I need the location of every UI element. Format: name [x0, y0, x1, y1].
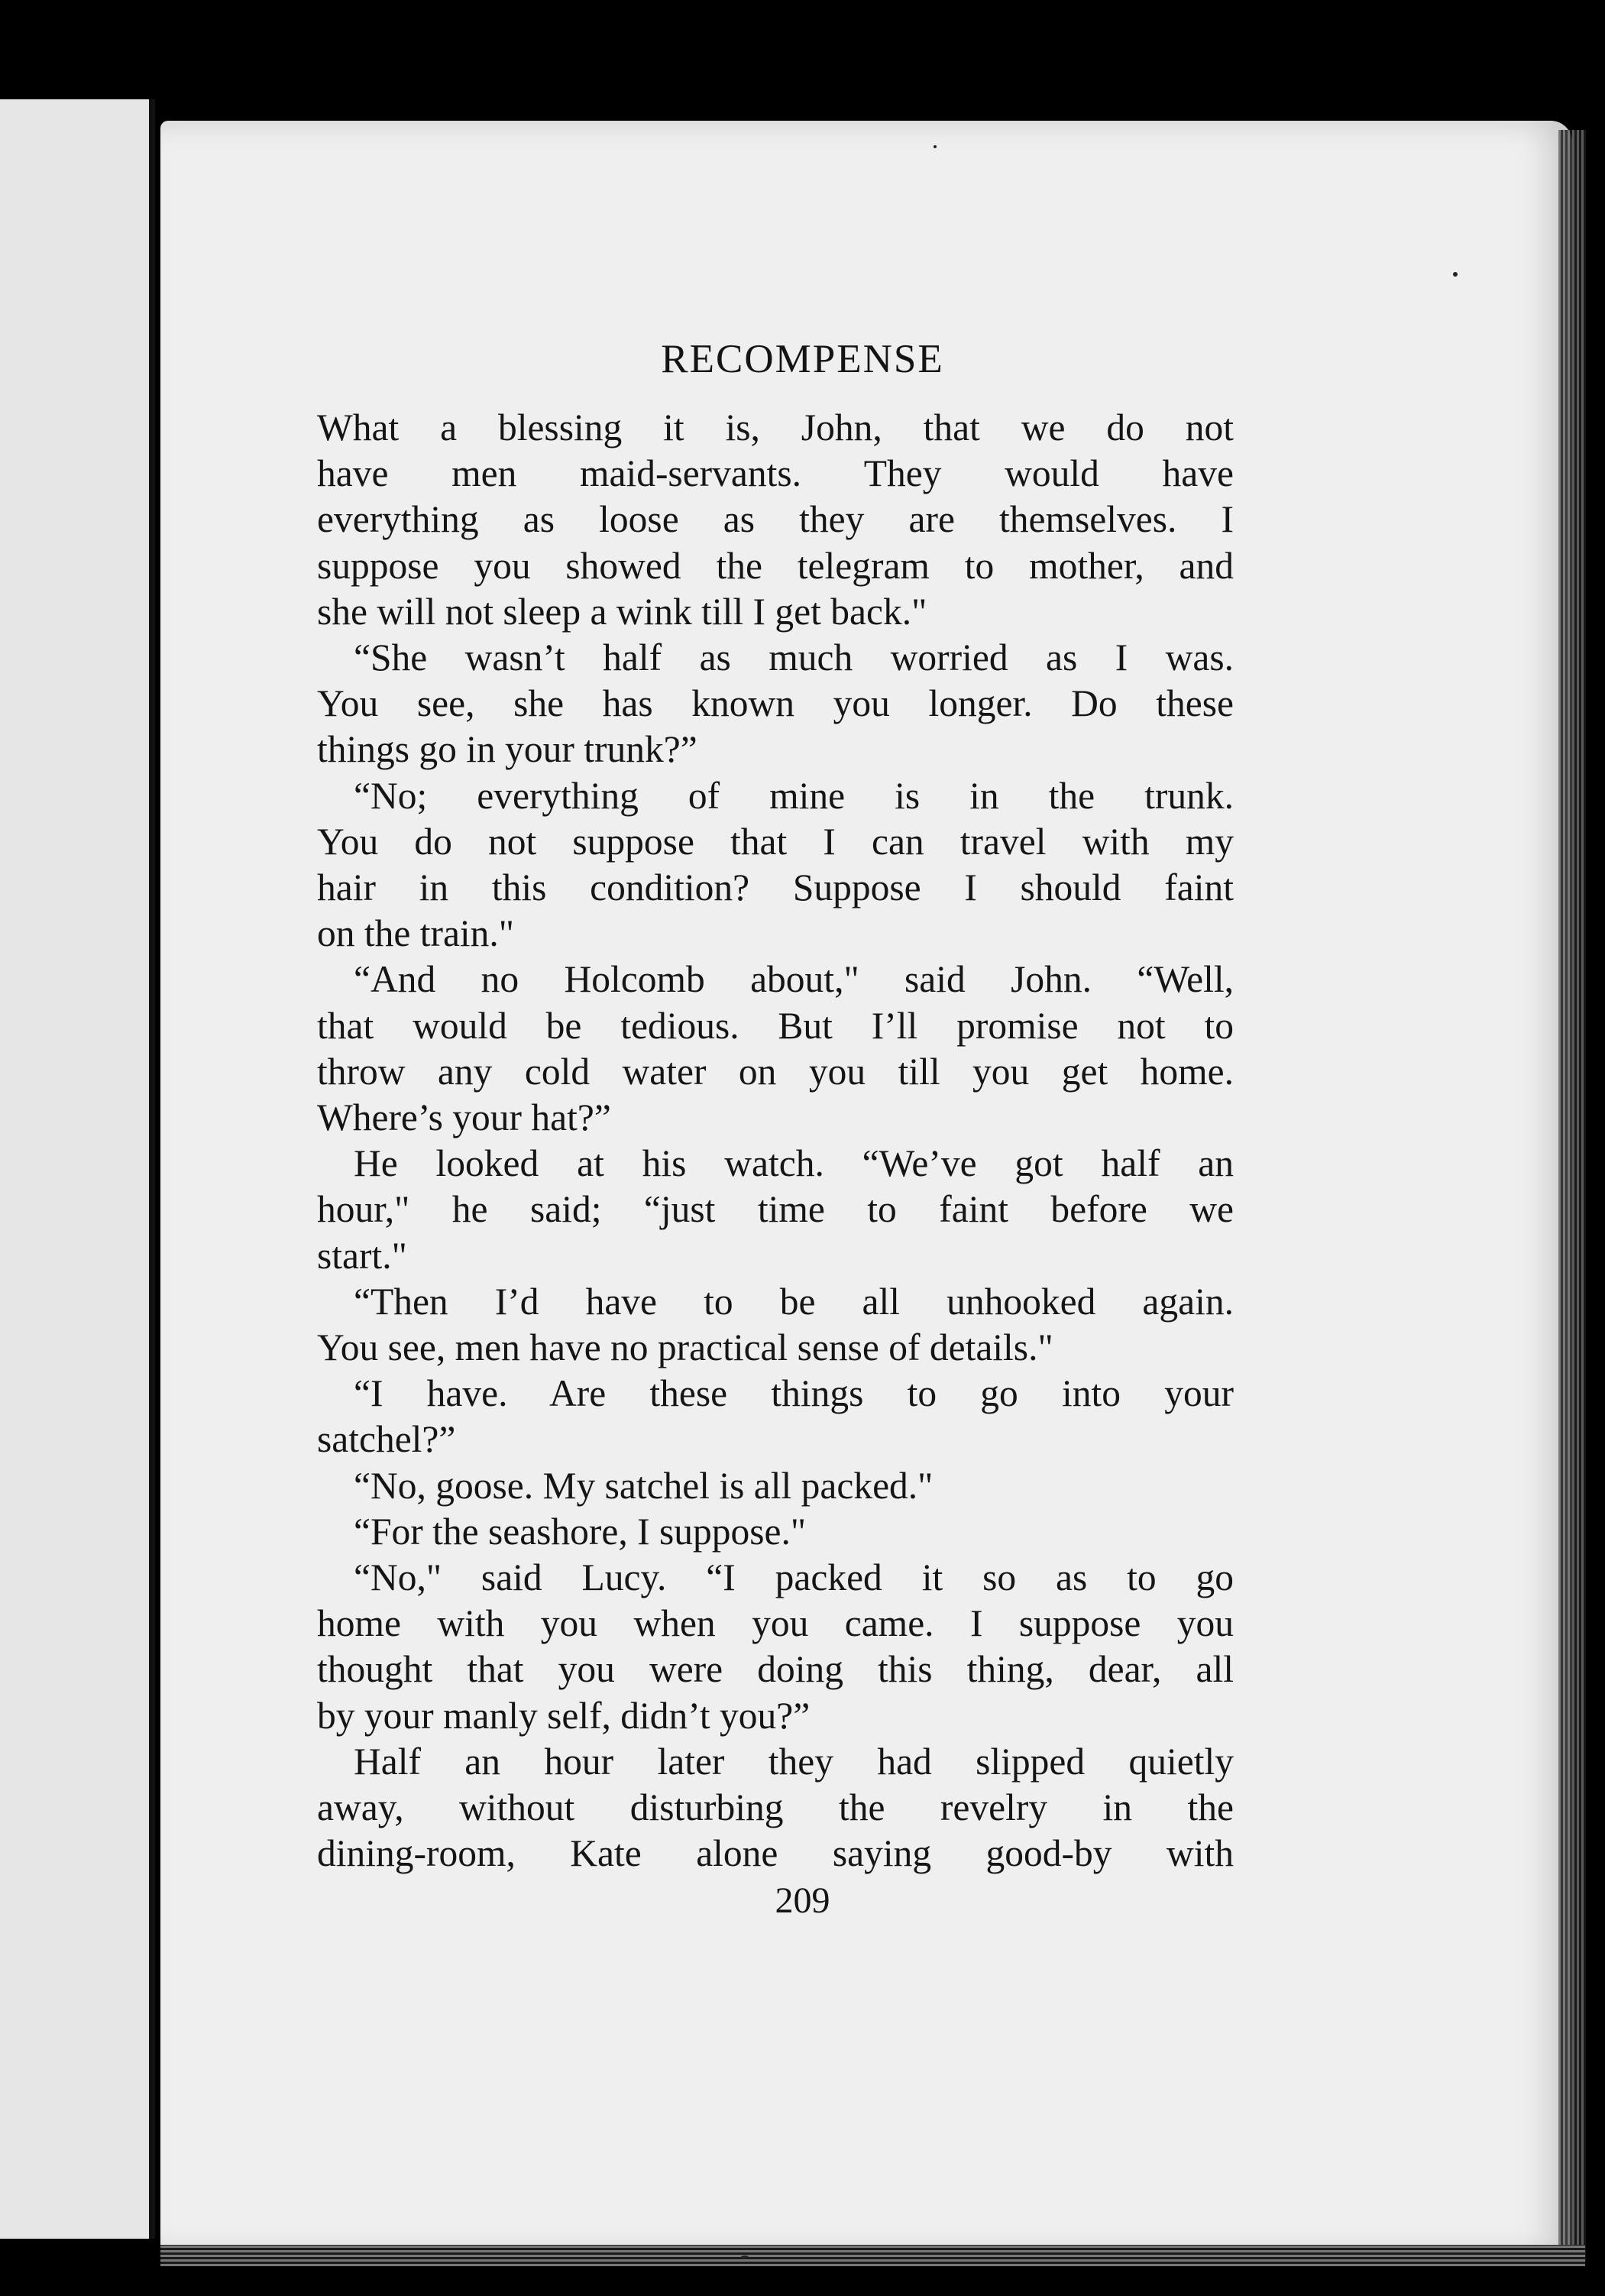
- text-line: have men maid-servants. They would have: [317, 452, 1234, 495]
- text-line: He looked at his watch. “We’ve got half an: [354, 1142, 1234, 1185]
- text-line: suppose you showed the telegram to mother, and: [317, 544, 1234, 587]
- body-text: [317, 405, 1234, 1877]
- paper-speck: [934, 145, 937, 148]
- text-line: by your manly self, didn’t you?”: [317, 1694, 811, 1737]
- text-line: Where’s your hat?”: [317, 1096, 611, 1139]
- paper-speck: [741, 2256, 749, 2259]
- page-stack-edge: [1558, 130, 1586, 2262]
- text-line: “I have. Are these things to go into your: [354, 1372, 1234, 1415]
- text-line: You see, men have no practical sense of details.": [317, 1326, 1053, 1369]
- text-line: You do not suppose that I can travel with my: [317, 820, 1234, 863]
- text-line: away, without disturbing the revelry in the: [317, 1786, 1234, 1829]
- text-line: hair in this condition? Suppose I should faint: [317, 866, 1234, 909]
- text-line: “She wasn’t half as much worried as I was.: [354, 636, 1234, 679]
- text-line: Half an hour later they had slipped quietly: [354, 1740, 1234, 1783]
- text-line: things go in your trunk?”: [317, 728, 697, 771]
- text-line: throw any cold water on you till you get home.: [317, 1050, 1234, 1093]
- text-line: everything as loose as they are themselves. I: [317, 498, 1234, 541]
- page-bottom-edge: [160, 2245, 1585, 2266]
- text-line: “No, goose. My satchel is all packed.": [354, 1464, 934, 1507]
- text-line: “Then I’d have to be all unhooked again.: [354, 1280, 1234, 1323]
- text-line: What a blessing it is, John, that we do not: [317, 406, 1234, 449]
- text-line: thought that you were doing this thing, dear, all: [317, 1648, 1234, 1691]
- text-line: dining-room, Kate alone saying good-by with: [317, 1832, 1234, 1875]
- text-line: on the train.": [317, 912, 515, 955]
- text-line: “No," said Lucy. “I packed it so as to go: [354, 1556, 1234, 1599]
- page-number: 209: [775, 1880, 830, 1921]
- text-line: satchel?”: [317, 1418, 456, 1461]
- text-line: that would be tedious. But I’ll promise not to: [317, 1004, 1234, 1047]
- text-line: start.": [317, 1234, 407, 1277]
- text-line: “No; everything of mine is in the trunk.: [354, 774, 1234, 817]
- running-head: RECOMPENSE: [661, 337, 944, 381]
- text-line: You see, she has known you longer. Do these: [317, 682, 1234, 725]
- text-line: “For the seashore, I suppose.": [354, 1510, 807, 1553]
- text-line: “And no Holcomb about," said John. “Well,: [354, 958, 1234, 1001]
- text-line: she will not sleep a wink till I get back.": [317, 590, 927, 633]
- text-line: hour," he said; “just time to faint before we: [317, 1188, 1234, 1231]
- paper-speck: [1453, 272, 1458, 277]
- text-line: home with you when you came. I suppose you: [317, 1602, 1234, 1645]
